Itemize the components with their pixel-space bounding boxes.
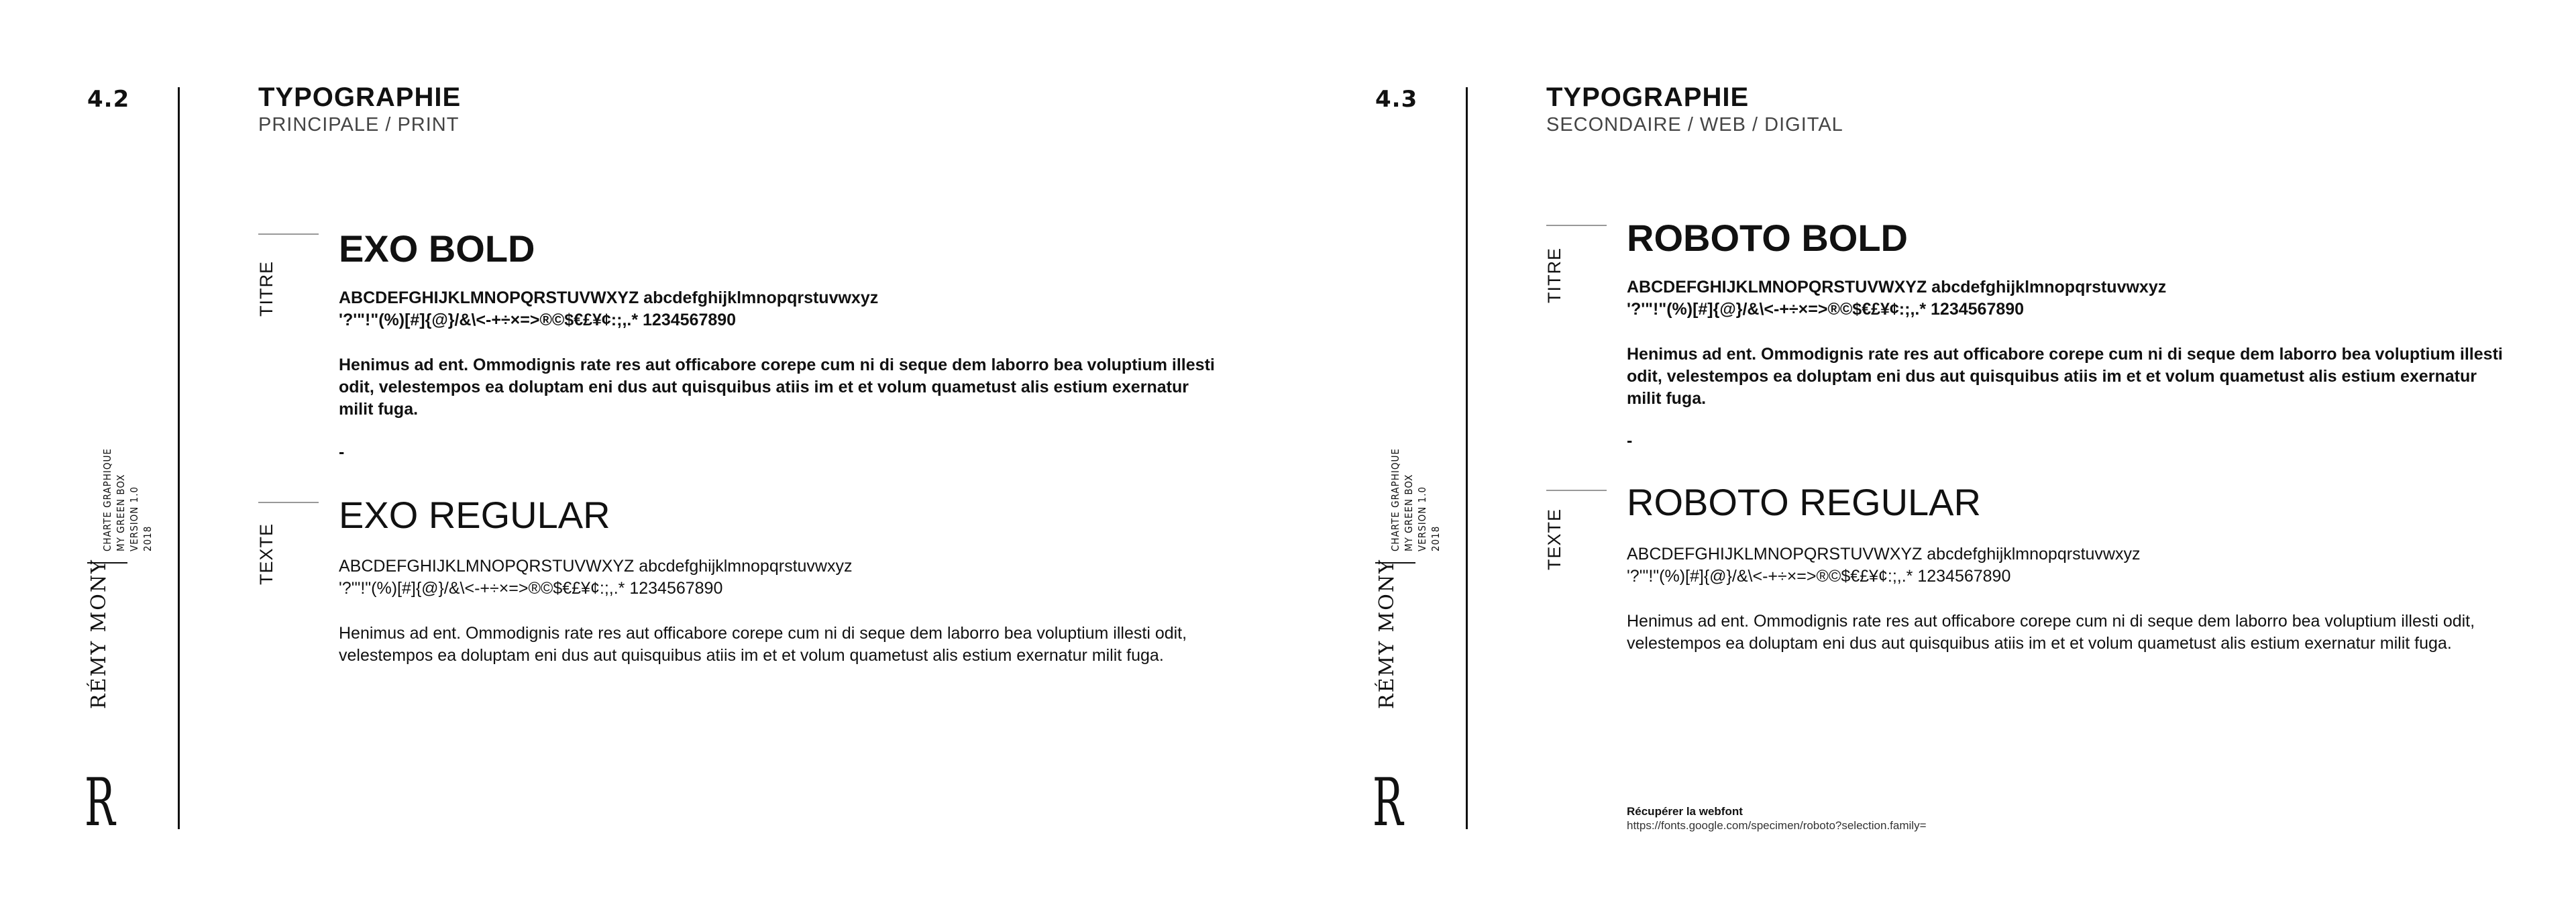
glyph-line-symbols-numbers: '?'"!"(%)[#]{@}/&\<-+÷×=>®©$€£¥¢:;,.* 1234567890: [1627, 567, 2011, 586]
glyph-line-symbols-numbers: '?'"!"(%)[#]{@}/&\<-+÷×=>®©$€£¥¢:;,.* 1234567890: [1627, 300, 2025, 319]
webfont-label: Récupérer la webfont: [1627, 805, 1743, 818]
monogram-logo: R: [1373, 765, 1403, 841]
section-divider: [258, 233, 319, 235]
page-number: 4.2: [87, 86, 130, 113]
document-info-line: 2018: [1430, 525, 1442, 551]
glyph-line-uppercase-lowercase: ABCDEFGHIJKLMNOPQRSTUVWXYZ abcdefghijklmnopqrstuvwxyz: [339, 557, 853, 576]
section-title: TYPOGRAPHIE: [1546, 83, 1750, 112]
separator-dash: -: [1627, 431, 1633, 450]
document-info-line: VERSION 1.0: [1416, 486, 1428, 551]
glyph-line-uppercase-lowercase: ABCDEFGHIJKLMNOPQRSTUVWXYZ abcdefghijklmnopqrstuvwxyz: [1627, 278, 2167, 297]
sample-paragraph: Henimus ad ent. Ommodignis rate res aut officabore corepe cum ni di seque dem laborro bea voluptium illesti odit, velestempos ea doluptam eni dus aut quisquibus atiis im et et volum quametust alis estium exernatur milit fuga.: [1627, 345, 2503, 408]
document-info: [101, 448, 154, 551]
sample-paragraph: Henimus ad ent. Ommodignis rate res aut officabore corepe cum ni di seque dem laborro bea voluptium illesti odit, velestempos ea doluptam eni dus aut quisquibus atiis im et et volum quametust alis estium exernatur milit fuga.: [1627, 612, 2475, 653]
page-number: 4.3: [1375, 86, 1418, 113]
section-divider: [258, 502, 319, 503]
page-typographie-secondaire: [1288, 0, 2576, 911]
font-name-exo-regular: EXO REGULAR: [339, 494, 610, 536]
glyph-line-symbols-numbers: '?'"!"(%)[#]{@}/&\<-+÷×=>®©$€£¥¢:;,.* 1234567890: [339, 311, 737, 329]
section-subtitle: SECONDAIRE / WEB / DIGITAL: [1546, 114, 1843, 136]
monogram-logo: R: [85, 765, 115, 841]
document-info: [1389, 448, 1442, 551]
vertical-divider: [178, 87, 180, 829]
section-label-titre: TITRE: [1544, 248, 1564, 303]
section-label-texte: TEXTE: [1544, 508, 1564, 570]
separator-dash: -: [339, 443, 345, 462]
font-name-exo-bold: EXO BOLD: [339, 227, 535, 270]
document-info-line: VERSION 1.0: [128, 486, 140, 551]
document-info-line: 2018: [142, 525, 154, 551]
webfont-link[interactable]: https://fonts.google.com/specimen/roboto?selection.family=: [1627, 819, 1927, 832]
document-info-line: MY GREEN BOX: [115, 474, 127, 551]
author-signature: RÉMY MONY: [1375, 559, 1399, 709]
glyph-line-uppercase-lowercase: ABCDEFGHIJKLMNOPQRSTUVWXYZ abcdefghijklmnopqrstuvwxyz: [339, 288, 879, 307]
section-subtitle: PRINCIPALE / PRINT: [258, 114, 460, 136]
document-info-line: MY GREEN BOX: [1403, 474, 1415, 551]
sample-paragraph: Henimus ad ent. Ommodignis rate res aut officabore corepe cum ni di seque dem laborro bea voluptium illesti odit, velestempos ea doluptam eni dus aut quisquibus atiis im et et volum quametust alis estium exernatur milit fuga.: [339, 356, 1215, 419]
sample-paragraph: Henimus ad ent. Ommodignis rate res aut officabore corepe cum ni di seque dem laborro bea voluptium illesti odit, velestempos ea doluptam eni dus aut quisquibus atiis im et et volum quametust alis estium exernatur milit fuga.: [339, 624, 1187, 665]
section-label-titre: TITRE: [256, 261, 276, 317]
section-divider: [1546, 490, 1607, 491]
section-label-texte: TEXTE: [256, 523, 276, 585]
vertical-divider: [1466, 87, 1468, 829]
document-info-line: CHARTE GRAPHIQUE: [101, 448, 113, 551]
document-info-line: CHARTE GRAPHIQUE: [1389, 448, 1401, 551]
author-signature: RÉMY MONY: [87, 559, 111, 709]
section-divider: [1546, 225, 1607, 226]
glyph-line-symbols-numbers: '?'"!"(%)[#]{@}/&\<-+÷×=>®©$€£¥¢:;,.* 1234567890: [339, 579, 723, 598]
glyph-line-uppercase-lowercase: ABCDEFGHIJKLMNOPQRSTUVWXYZ abcdefghijklmnopqrstuvwxyz: [1627, 545, 2141, 564]
font-name-roboto-regular: ROBOTO REGULAR: [1627, 481, 1981, 523]
section-title: TYPOGRAPHIE: [258, 83, 462, 112]
font-name-roboto-bold: ROBOTO BOLD: [1627, 217, 1908, 259]
